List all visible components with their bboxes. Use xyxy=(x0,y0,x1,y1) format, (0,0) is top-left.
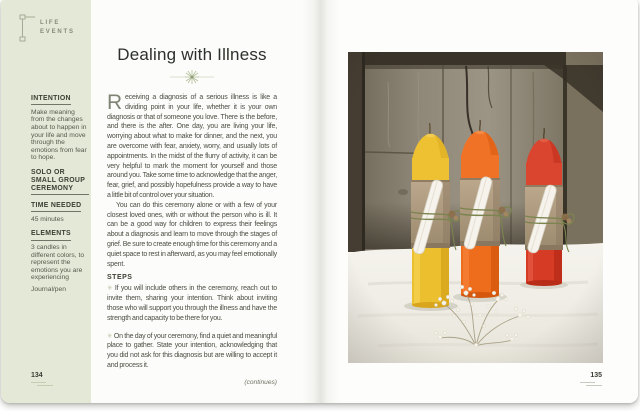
sidebar-heading: SOLO OR SMALL GROUP CEREMONY xyxy=(31,169,89,195)
sidebar-section-ceremony-type xyxy=(31,169,89,195)
sidebar-text: Make meaning from the changes about to happen in your life and move through the emotions from fear to hope. xyxy=(31,108,87,162)
sidebar-section-elements xyxy=(31,230,89,293)
sidebar-heading: TIME NEEDED xyxy=(31,202,81,212)
snowflake-bullet-icon: ✳ xyxy=(107,332,113,340)
category-line2: EVENTS xyxy=(40,28,75,35)
sidebar-text: Journal/pen xyxy=(31,286,66,293)
photo-three-candles xyxy=(348,52,603,363)
corner-bracket-ornament-icon xyxy=(19,13,35,43)
step-2-text: On the day of your ceremony, find a quiet and meaningful place to gather. State your intention, acknowledging that you did not ask for this diagnosis but are willing to accept it and process it. xyxy=(107,332,277,369)
sidebar-text: 3 candles in different colors, to represent the emotions you are experiencing xyxy=(31,244,85,282)
category-label xyxy=(19,13,75,43)
page-number-left xyxy=(31,372,53,387)
snowflake-bullet-icon: ✳ xyxy=(107,285,113,293)
candles-photo-illustration xyxy=(348,52,603,363)
step-item-1 xyxy=(107,284,277,323)
sidebar xyxy=(31,95,89,301)
flourish-ornament-icon xyxy=(580,381,602,387)
page-number-right xyxy=(580,372,602,387)
sidebar-section-intention xyxy=(31,95,89,162)
article xyxy=(107,44,277,386)
book-spread xyxy=(1,0,638,403)
sidebar-heading: ELEMENTS xyxy=(31,230,71,240)
step-1-text: If you will include others in the ceremony, reach out to invite them, sharing your intention. Think about inviting those who will support you through the illness and have the strength and capacity to be there for you. xyxy=(107,285,277,322)
steps-heading: STEPS xyxy=(107,274,133,282)
page-left xyxy=(1,0,320,403)
page-right xyxy=(320,0,638,403)
page-number-text: 135 xyxy=(590,372,602,379)
paragraph-1 xyxy=(107,93,277,201)
sidebar-text: 45 minutes xyxy=(31,215,64,223)
sidebar-heading: INTENTION xyxy=(31,95,71,105)
paragraph-1-text: eceiving a diagnosis of a serious illness is like a dividing point in your life, whether it is your own diagnosis or that of someone you love. There is the before, and there is the after. One day, you are living your life, worrying about what to make for dinner, and the next, you are overcome with fear, anxiety, worry, and usually lots of appointments. In the midst of the flurry of activity, it can be very helpful to mark the moment for yourself and those around you. Take some time to acknowledge that the anger, fear, grief, and possibly hopefulness provide a way to have a little bit of control over your situation. xyxy=(107,94,277,199)
category-label-text xyxy=(40,19,75,43)
drop-cap: R xyxy=(107,91,122,114)
sidebar-section-time-needed xyxy=(31,202,89,223)
paragraph-2: You can do this ceremony alone or with a few of your closest loved ones, with or without the person who is ill. It can be a good way for children to express their feelings about a diagnosis and learn to move through the stages of grief. Be sure to create enough time for this ceremony and a quiet space to rest in afterward, as you may feel emotionally spent. xyxy=(107,201,277,268)
vignette xyxy=(348,52,603,363)
step-item-2 xyxy=(107,332,277,371)
starburst-ornament-icon xyxy=(170,69,214,84)
page-title: Dealing with Illness xyxy=(117,45,267,64)
flourish-ornament-icon xyxy=(31,381,53,387)
page-number-text: 134 xyxy=(31,372,43,379)
continues-note: (continues) xyxy=(244,378,277,386)
category-line1: LIFE xyxy=(40,20,61,26)
